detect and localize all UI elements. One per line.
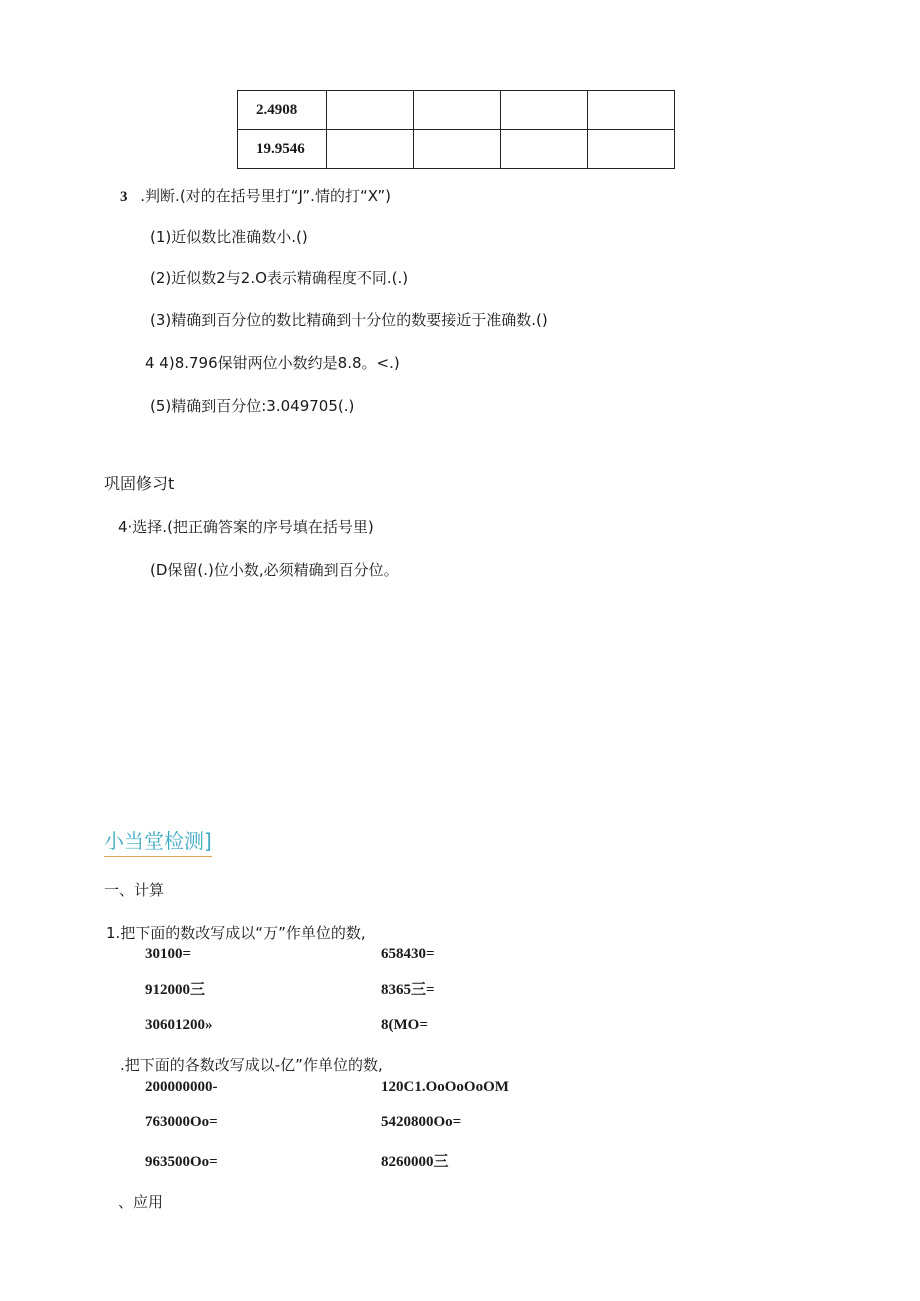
table-cell: [588, 91, 675, 130]
table-cell: [588, 130, 675, 169]
section-heading: 小当堂检测]: [104, 828, 212, 857]
judge-item-5: (5)精确到百分位:3.049705(.): [150, 397, 355, 415]
q2-right-2: 5420800Oo=: [381, 1114, 462, 1130]
q1-left-2: 912000三: [145, 982, 206, 998]
q1-title: 1.把下面的数改写成以“万”作单位的数,: [106, 924, 366, 942]
judge-item-3: (3)精确到百分位的数比精确到十分位的数要接近于准确数.(): [150, 311, 548, 329]
q2-left-1: 200000000-: [145, 1079, 218, 1095]
table-cell: [327, 91, 414, 130]
table-cell: [327, 130, 414, 169]
q1-right-3: 8(MO=: [381, 1017, 428, 1033]
table-row: [238, 91, 675, 130]
judge-item-1: (1)近似数比准确数小.(): [150, 228, 308, 246]
q2-right-3: 8260000三: [381, 1154, 449, 1170]
section-calc: 一、计算: [104, 881, 165, 899]
table-cell: 2.4908: [238, 91, 327, 130]
rounding-table: [237, 90, 675, 169]
select-item-1: (D保留(.)位小数,必须精确到百分位。: [150, 561, 399, 579]
q1-right-2: 8365三=: [381, 982, 435, 998]
q1-left-3: 30601200»: [145, 1017, 213, 1033]
table-cell: [414, 91, 501, 130]
q2-title: .把下面的各数改写成以-亿”作单位的数,: [120, 1056, 383, 1074]
section-apply: 、应用: [118, 1193, 164, 1211]
q2-left-3: 963500Oo=: [145, 1154, 218, 1170]
question-number: 3: [120, 189, 128, 205]
consolidate-title: 巩固修习t: [104, 474, 175, 493]
judge-item-2: (2)近似数2与2.O表示精确程度不同.(.): [150, 269, 409, 287]
question-title: .判断.(对的在括号里打“J”.情的打“X”): [140, 187, 392, 205]
table-row: [238, 130, 675, 169]
table-cell: [501, 130, 588, 169]
table-cell: 19.9546: [238, 130, 327, 169]
table-cell: [501, 91, 588, 130]
judge-item-4: 4 4)8.796保钳两位小数约是8.8。<.): [145, 354, 400, 372]
judge-question: [120, 186, 391, 207]
q2-right-1: 120C1.OoOoOoOM: [381, 1079, 509, 1095]
q1-left-1: 30100=: [145, 946, 192, 962]
table-cell: [414, 130, 501, 169]
select-question: 4·选择.(把正确答案的序号填在括号里): [118, 518, 374, 536]
q2-left-2: 763000Oo=: [145, 1114, 218, 1130]
q1-right-1: 658430=: [381, 946, 435, 962]
